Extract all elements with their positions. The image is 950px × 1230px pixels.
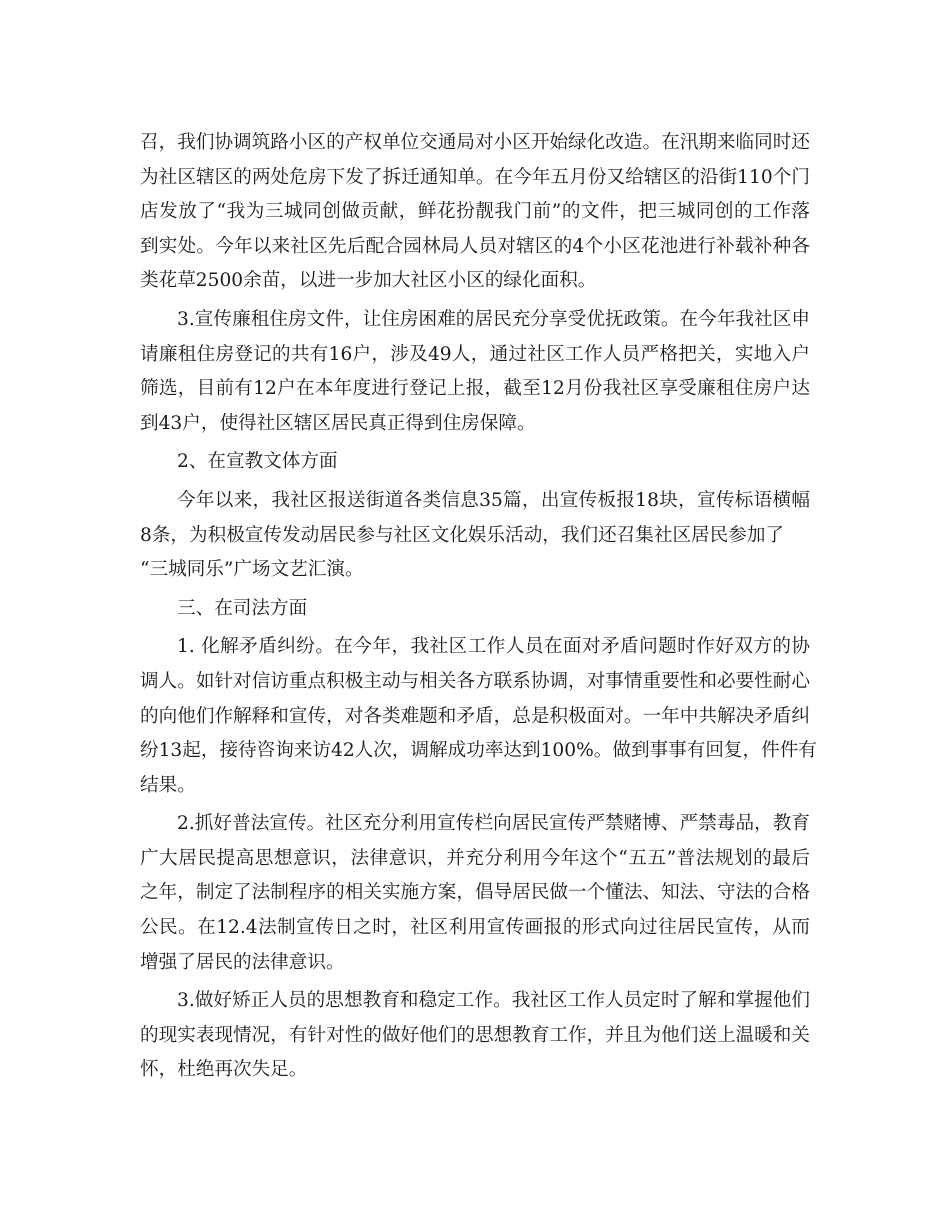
paragraph	[140, 630, 817, 803]
section-heading	[140, 445, 810, 480]
text-line: 广大居民提高思想意识，法律意识，并充分利用今年这个“五五”普法规划的最后	[140, 847, 810, 869]
text-line: “三城同乐”广场文艺汇演。	[140, 559, 364, 581]
text-line: 结果。	[140, 774, 196, 796]
text-line: 到实处。今年以来社区先后配合园林局人员对辖区的4个小区花池进行补载补种各	[140, 235, 810, 257]
text-line: 类花草2500余苗，以进一步加大社区小区的绿化面积。	[140, 270, 597, 292]
text-line: 之年，制定了法制程序的相关实施方案，倡导居民做一个懂法、知法、守法的合格	[140, 882, 810, 904]
text-line: 2.抓好普法宣传。社区充分利用宣传栏向居民宣传严禁赌博、严禁毒品，教育	[177, 813, 810, 835]
text-line: 今年以来，我社区报送街道各类信息35篇，出宣传板报18块，宣传标语横幅	[177, 489, 810, 511]
text-line: 纷13起，接待咨询来访42人次，调解成功率达到100%。做到事事有回复，件件有	[140, 740, 817, 762]
text-line: 的现实表现情况，有针对性的做好他们的思想教育工作，并且为他们送上温暖和关	[140, 1024, 810, 1046]
paragraph	[140, 484, 810, 588]
text-line: 三、在司法方面	[177, 597, 308, 619]
text-line: 怀，杜绝再次失足。	[140, 1059, 308, 1081]
text-line: 为社区辖区的两处危房下发了拆迁通知单。在今年五月份又给辖区的沿街110个门	[140, 166, 810, 188]
text-line: 2、在宣教文体方面	[177, 451, 338, 473]
text-line: 的向他们作解释和宣传，对各类难题和矛盾，总是积极面对。一年中共解决矛盾纠	[140, 705, 810, 727]
text-line: 筛选，目前有12户在本年度进行登记上报，截至12月份我社区享受廉租住房户达	[140, 378, 810, 400]
section-heading	[140, 592, 810, 627]
paragraph	[140, 126, 810, 299]
text-line: 调人。如针对信访重点积极主动与相关各方联系协调，对事情重要性和必要性耐心	[140, 670, 810, 692]
text-line: 公民。在12.4法制宣传日之时，社区利用宣传画报的形式向过往居民宣传，从而	[140, 917, 810, 939]
text-line: 召，我们协调筑路小区的产权单位交通局对小区开始绿化改造。在汛期来临同时还	[140, 132, 810, 153]
text-line: 增强了居民的法律意识。	[140, 951, 345, 973]
text-line: 8条，为积极宣传发动居民参与社区文化娱乐活动，我们还召集社区居民参加了	[140, 524, 785, 546]
text-line: 1. 化解矛盾纠纷。在今年，我社区工作人员在面对矛盾问题时作好双方的协	[177, 636, 810, 658]
document-page	[140, 126, 817, 1088]
paragraph	[140, 303, 810, 441]
text-line: 3.宣传廉租住房文件，让住房困难的居民充分享受优抚政策。在今年我社区申	[177, 308, 810, 330]
text-line: 到43户，使得社区辖区居民真正得到住房保障。	[140, 412, 536, 434]
text-line: 请廉租住房登记的共有16户，涉及49人，通过社区工作人员严格把关，实地入户	[140, 343, 810, 365]
paragraph	[140, 807, 810, 980]
text-line: 3.做好矫正人员的思想教育和稳定工作。我社区工作人员定时了解和掌握他们	[177, 990, 810, 1012]
paragraph	[140, 984, 810, 1088]
text-line: 店发放了“我为三城同创做贡献，鲜花扮靓我门前”的文件，把三城同创的工作落	[140, 201, 810, 223]
